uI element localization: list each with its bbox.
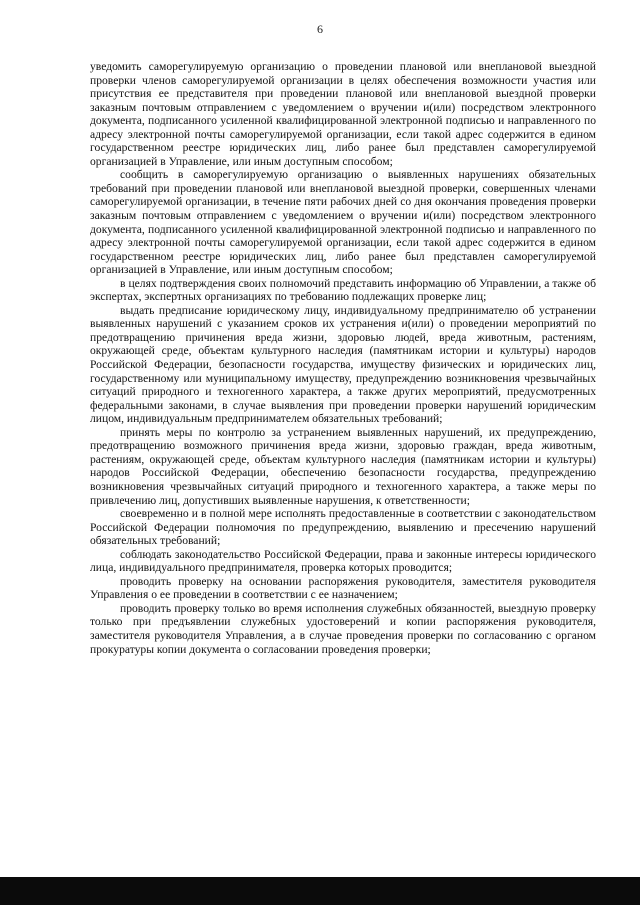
paragraph-exercise-powers: своевременно и в полной мере исполнять предоставленные в соответствии с законодательством Российской Федерации полномочия по предупреждению, выявлению и пресечению нарушений обязательных требований;	[90, 507, 596, 548]
paragraph-take-measures: принять меры по контролю за устранением выявленных нарушений, их предупреждению, предотвращению возможного причинения вреда жизни, здоровью граждан, вреда животным, растениям, окружающей среде, объектам культурного наследия (памятникам истории и культуры) народов Российской Федерации, обеспечению безопасности государства, предупреждению возникновения чрезвычайных ситуаций природного и техногенного характера, а также меры по привлечению лиц, допустивших выявленные нарушения, к ответственности;	[90, 425, 596, 507]
document-body	[90, 60, 596, 656]
paragraph-issue-order: выдать предписание юридическому лицу, индивидуальному предпринимателю об устранении выявленных нарушений с указанием сроков их устранения и(или) о проведении мероприятий по предотвращению причинения вреда жизни, здоровью людей, вреда животным, растениям, окружающей среде, объектам культурного наследия (памятникам истории и культуры) народов Российской Федерации, безопасности государства, имуществу физических и юридических лиц, государственному или муниципальному имуществу, предупреждению возникновения чрезвычайных ситуаций природного и техногенного характера, а также других мероприятий, предусмотренных федеральными законами, в случае выявления при проведении проверки нарушений юридическим лицом, индивидуальным предпринимателем обязательных требований;	[90, 303, 596, 426]
paragraph-comply-law: соблюдать законодательство Российской Федерации, права и законные интересы юридического лица, индивидуального предпринимателя, проверка которых проводится;	[90, 547, 596, 575]
page-number: 6	[317, 22, 323, 36]
paragraph-report-violations: сообщить в саморегулируемую организацию о выявленных нарушениях обязательных требований при проведении плановой или внеплановой выездной проверки, совершенных членами саморегулируемой организации, в течение пяти рабочих дней со дня окончания проведения проверки заказным почтовым отправлением с уведомлением о вручении и(или) посредством электронного документа, подписанного усиленной квалифицированной электронной подписью и направленного по адресу электронной почты саморегулируемой организации, если такой адрес содержится в едином государственном реестре юридических лиц, либо ранее был представлен саморегулируемой организацией в Управление, или иным доступным способом;	[90, 168, 596, 277]
paragraph-inspection-basis: проводить проверку на основании распоряжения руководителя, заместителя руководителя Управления о ее проведении в соответствии с ее назначением;	[90, 574, 596, 602]
paragraph-confirm-authority: в целях подтверждения своих полномочий представить информацию об Управлении, а также об экспертах, экспертных организациях по требованию подлежащих проверке лиц;	[90, 276, 596, 304]
scan-bottom-edge	[0, 877, 640, 905]
paragraph-inspection-conduct: проводить проверку только во время исполнения служебных обязанностей, выездную проверку только при предъявлении служебных удостоверений и копии распоряжения руководителя, заместителя руководителя Управления, а в случае проведения проверки по согласованию с органом прокуратуры копии документа о согласовании проведения проверки;	[90, 601, 596, 656]
paragraph-notify-sro: уведомить саморегулируемую организацию о проведении плановой или внеплановой выездной проверки членов саморегулируемой организации в целях обеспечения возможности участия или присутствия ее представителя при проведении плановой или внеплановой выездной проверки заказным почтовым отправлением с уведомлением о вручении и(или) посредством электронного документа, подписанного усиленной квалифицированной электронной подписью и направленного по адресу электронной почты саморегулируемой организации, если такой адрес содержится в едином государственном реестре юридических лиц, либо ранее был представлен саморегулируемой организацией в Управление, или иным доступным способом;	[90, 60, 596, 168]
